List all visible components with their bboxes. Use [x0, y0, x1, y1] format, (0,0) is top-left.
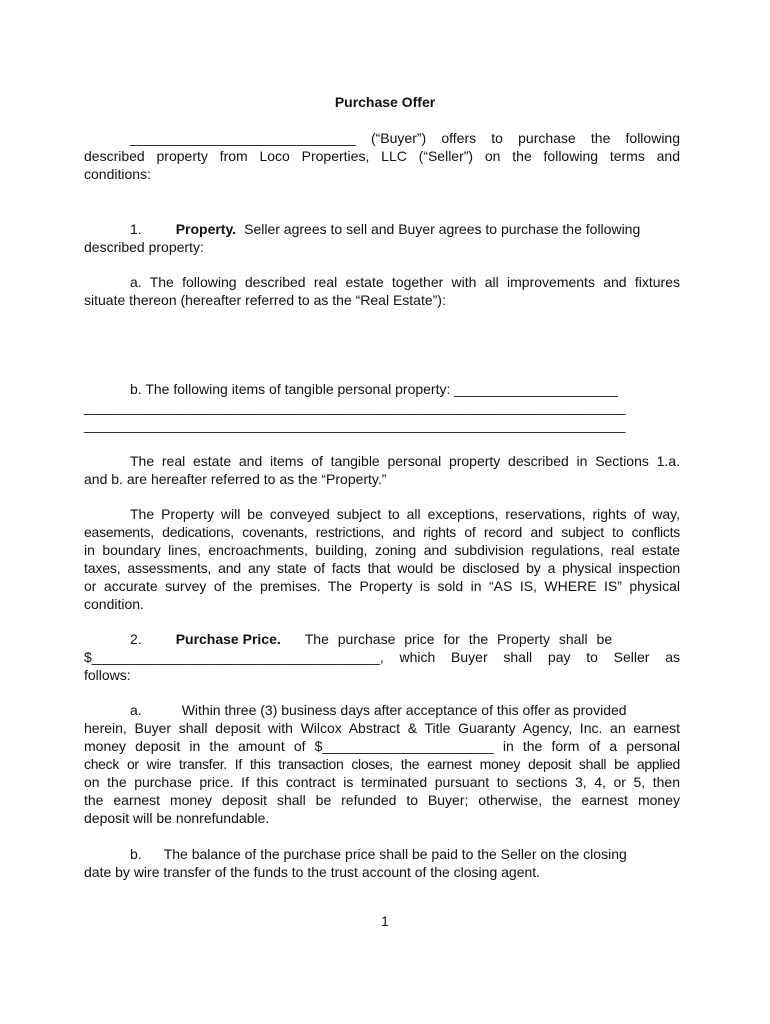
conveyance-line: easements, dedications, covenants, restrictions, and rights of record and subject to conflicts — [84, 524, 680, 540]
section-2b-text: The balance of the purchase price shall be paid to the Seller on the closing — [163, 846, 627, 862]
intro-line: described property from Loco Properties, LLC (“Seller”) on the following terms and — [84, 148, 680, 164]
section-1-text: Seller agrees to sell and Buyer agrees to purchase the following — [244, 221, 641, 237]
section-2a-marker: a. — [130, 702, 142, 718]
section-2b-marker: b. — [130, 846, 142, 862]
item-a-line: a. The following described real estate together with all improvements and fixtures — [130, 274, 680, 290]
section-2-paragraph — [84, 630, 680, 684]
section-2-line: follows: — [84, 667, 131, 683]
item-b-blank-line: ___________________________________________________________________ — [84, 399, 626, 415]
conveyance-line: condition. — [84, 596, 144, 612]
section-2a-line: the earnest money deposit shall be refunded to Buyer; otherwise, the earnest money — [84, 792, 680, 808]
section-2b-paragraph — [84, 845, 680, 881]
conveyance-line: or accurate survey of the premises. The Property is sold in “AS IS, WHERE IS” physical — [84, 578, 680, 594]
conveyance-line: taxes, assessments, and any state of facts that would be disclosed by a physical inspection — [84, 560, 680, 576]
section-2a-paragraph — [84, 701, 680, 827]
section-1-number: 1. — [130, 221, 142, 237]
item-a-line: situate thereon (hereafter referred to as the “Real Estate”): — [84, 292, 446, 308]
item-a-paragraph — [84, 273, 680, 309]
page-number: 1 — [381, 913, 389, 929]
intro-line: conditions: — [84, 166, 151, 182]
property-definition-paragraph — [84, 452, 680, 488]
conveyance-line: in boundary lines, encroachments, building, zoning and subdivision regulations, real estate — [84, 542, 680, 558]
section-2a-line: money deposit in the amount of $______________________ in the form of a personal — [84, 738, 680, 754]
intro-paragraph — [84, 129, 680, 183]
section-2-text: The purchase price for the Property shall be — [304, 631, 613, 647]
section-2-line: $_____________________________________, which Buyer shall pay to Seller as — [84, 649, 680, 665]
property-definition-line: The real estate and items of tangible personal property described in Sections 1.a. — [130, 453, 680, 469]
conveyance-line: The Property will be conveyed subject to all exceptions, reservations, rights of way, — [130, 506, 680, 522]
section-1-paragraph — [84, 220, 680, 256]
item-b-line: b. The following items of tangible personal property: _____________________ — [130, 381, 618, 397]
document-title: Purchase Offer — [334, 94, 436, 110]
item-b-paragraph — [84, 380, 680, 434]
section-2a-line: herein, Buyer shall deposit with Wilcox Abstract & Title Guaranty Agency, Inc. an earnest — [84, 720, 680, 736]
intro-line: _____________________________ (“Buyer”) offers to purchase the following — [130, 130, 680, 146]
section-2-number: 2. — [130, 631, 142, 647]
conveyance-paragraph — [84, 505, 680, 613]
section-1-line: described property: — [84, 239, 204, 255]
item-b-blank-line: ___________________________________________________________________ — [84, 417, 626, 433]
property-definition-line: and b. are hereafter referred to as the “Property.” — [84, 471, 387, 487]
section-2b-line: date by wire transfer of the funds to the trust account of the closing agent. — [84, 864, 541, 880]
section-2a-line: on the purchase price. If this contract is terminated pursuant to sections 3, 4, or 5, then — [84, 774, 680, 790]
section-2a-text: Within three (3) business days after acceptance of this offer as provided — [181, 702, 627, 718]
section-1-heading: Property. — [175, 221, 237, 237]
section-2a-line: check or wire transfer. If this transaction closes, the earnest money deposit shall be applied — [84, 756, 680, 772]
section-2-heading: Purchase Price. — [175, 631, 281, 647]
section-2a-line: deposit will be nonrefundable. — [84, 810, 270, 826]
